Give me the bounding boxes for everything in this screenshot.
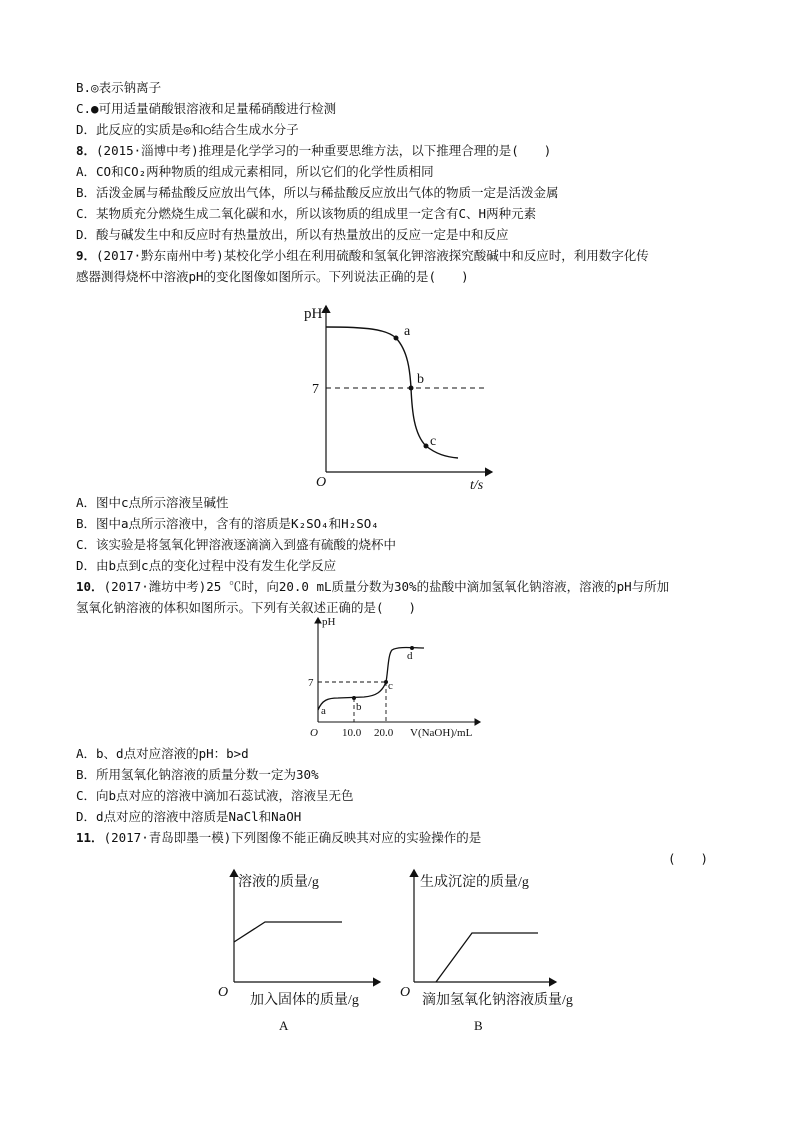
- q10-tick-7: 7: [308, 677, 314, 689]
- q11-number: 11．: [76, 830, 104, 845]
- q11b-ylabel: 生成沉淀的质量/g: [420, 875, 529, 890]
- q11a-caption: A: [279, 1018, 289, 1033]
- q10-tick-10: 10.0: [342, 727, 362, 739]
- q9-stem-line2: 感器测得烧杯中溶液pH的变化图像如图所示。下列说法正确的是( ): [76, 269, 469, 284]
- q9-option-a: A．图中c点所示溶液呈碱性: [76, 495, 229, 510]
- q11a-origin: O: [218, 985, 229, 1000]
- q9-xlabel: t/s: [470, 478, 484, 492]
- q11b-line: [436, 933, 538, 982]
- q8-option-a: A．CO和CO₂两种物质的组成元素相同，所以它们的化学性质相同: [76, 164, 434, 179]
- q10-stem-line1: [76, 578, 669, 596]
- q11a-xlabel: 加入固体的质量/g: [250, 993, 359, 1008]
- q8-number: 8．: [76, 143, 97, 158]
- q10-xlabel: V(NaOH)/mL: [410, 727, 473, 739]
- q10-stem-line2: 氢氧化钠溶液的体积如图所示。下列有关叙述正确的是( ): [76, 600, 417, 615]
- q9-option-b: B．图中a点所示溶液中，含有的溶质是K₂SO₄和H₂SO₄: [76, 516, 379, 531]
- q9-label-a: a: [404, 324, 411, 339]
- q8-option-b: B．活泼金属与稀盐酸反应放出气体，所以与稀盐酸反应放出气体的物质一定是活泼金属: [76, 185, 559, 200]
- q7-option-d: D．此反应的实质是◎和○结合生成水分子: [76, 122, 299, 137]
- q7-option-b: B.◎表示钠离子: [76, 80, 162, 95]
- q10-option-c: C．向b点对应的溶液中滴加石蕊试液，溶液呈无色: [76, 788, 354, 803]
- q9-label-b: b: [417, 372, 424, 387]
- q11-answer-paren: ( ): [668, 851, 709, 866]
- q9-point-b: [409, 386, 414, 391]
- q10-label-a: a: [321, 705, 326, 717]
- q11-graph-b: [396, 866, 586, 1011]
- q10-origin: O: [310, 727, 318, 739]
- q9-tick-7: 7: [312, 382, 319, 397]
- q10-option-d: D．d点对应的溶液中溶质是NaCl和NaOH: [76, 809, 302, 824]
- q9-stem-line1: [76, 247, 649, 265]
- q8-stem: [76, 142, 551, 160]
- q10-option-b: B．所用氢氧化钠溶液的质量分数一定为30%: [76, 767, 319, 782]
- q10-label-c: c: [388, 680, 393, 692]
- q11-stem-text: (2017·青岛即墨一模)下列图像不能正确反映其对应的实验操作的是: [103, 830, 482, 845]
- q9-label-c: c: [430, 434, 437, 449]
- q10-tick-20: 20.0: [374, 727, 394, 739]
- q9-point-a: [394, 336, 399, 341]
- q10-label-d: d: [407, 650, 413, 662]
- q9-stem-text1: (2017·黔东南州中考)某校化学小组在利用硫酸和氢氧化钾溶液探究酸碱中和反应时，利用数字化传: [96, 248, 649, 263]
- q10-point-b: [352, 696, 356, 700]
- q10-ph-graph: [304, 612, 504, 742]
- q9-ph-graph: [296, 296, 506, 492]
- q11a-ylabel: 溶液的质量/g: [238, 875, 319, 890]
- q10-ylabel: pH: [322, 616, 336, 628]
- q7-option-c: C.●可用适量硝酸银溶液和足量稀硝酸进行检测: [76, 101, 337, 116]
- q8-stem-text: (2015·淄博中考)推理是化学学习的一种重要思维方法，以下推理合理的是( ): [96, 143, 552, 158]
- q10-stem-text1: (2017·潍坊中考)25 ℃时，向20.0 mL质量分数为30%的盐酸中滴加氢氧化钠溶液，溶液的pH与所加: [103, 579, 670, 594]
- q9-point-c: [424, 444, 429, 449]
- q9-number: 9．: [76, 248, 97, 263]
- q9-origin: O: [316, 475, 327, 490]
- q11b-origin: O: [400, 985, 411, 1000]
- q11a-line: [234, 922, 342, 942]
- q10-option-a: A．b、d点对应溶液的pH：b>d: [76, 746, 249, 761]
- q10-number: 10．: [76, 579, 104, 594]
- q11-graph-a: [210, 866, 385, 1011]
- q11b-caption: B: [474, 1018, 483, 1033]
- q9-option-d: D．由b点到c点的变化过程中没有发生化学反应: [76, 558, 337, 573]
- q10-label-b: b: [356, 701, 362, 713]
- q9-curve: [326, 327, 458, 458]
- q9-option-c: C．该实验是将氢氧化钾溶液逐滴滴入到盛有硫酸的烧杯中: [76, 537, 397, 552]
- q9-ylabel: pH: [304, 306, 323, 322]
- q8-option-d: D．酸与碱发生中和反应时有热量放出，所以有热量放出的反应一定是中和反应: [76, 227, 509, 242]
- q11b-xlabel: 滴加氢氧化钠溶液质量/g: [422, 993, 573, 1008]
- q8-option-c: C．某物质充分燃烧生成二氧化碳和水，所以该物质的组成里一定含有C、H两种元素: [76, 206, 537, 221]
- q11-stem: [76, 829, 481, 847]
